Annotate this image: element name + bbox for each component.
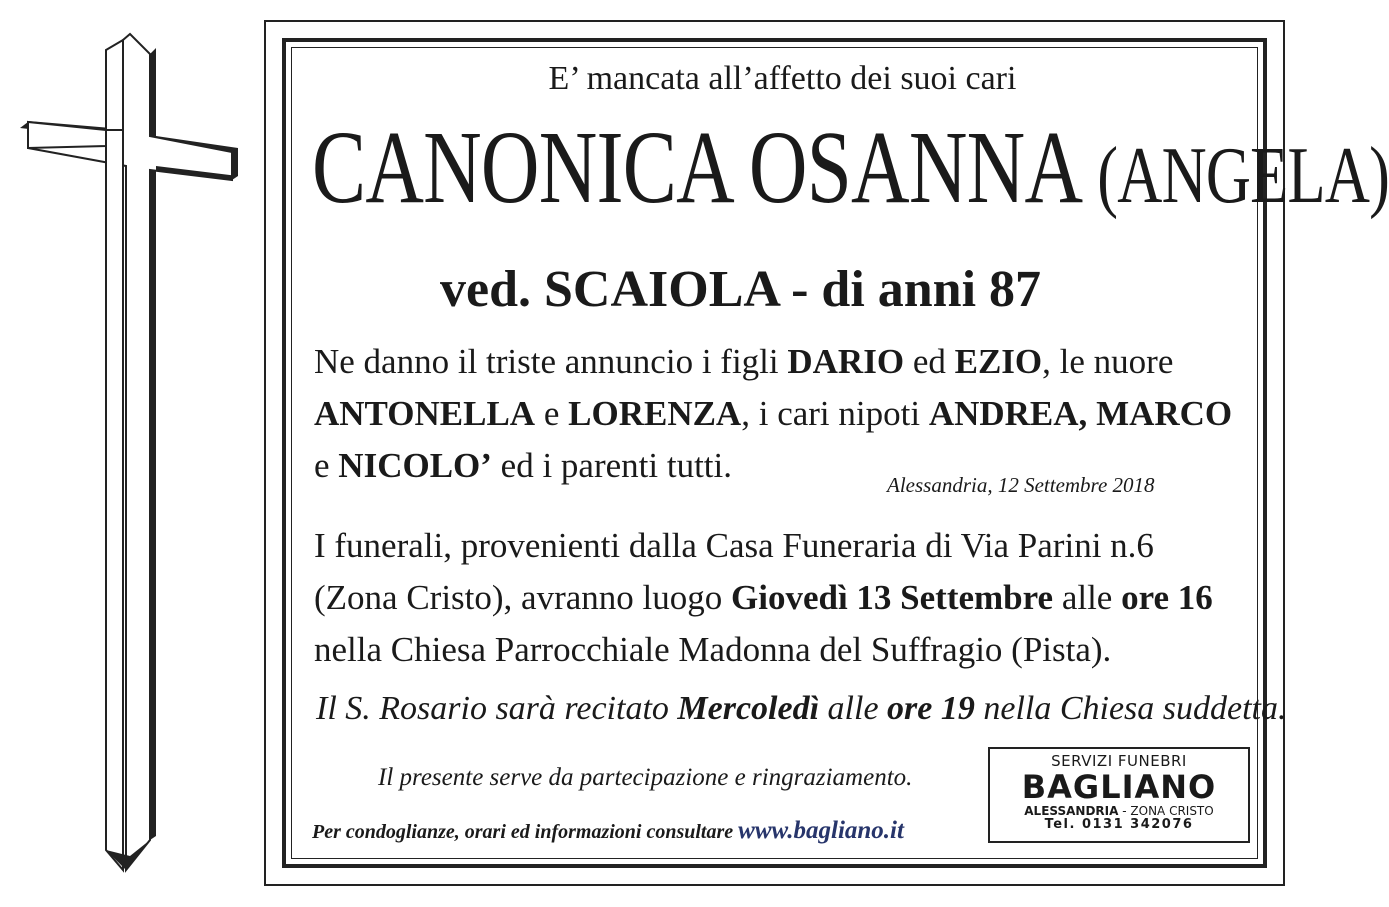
- rosary-text: Il S. Rosario sarà recitato Mercoledì alle ore 19 nella Chiesa suddetta.: [316, 690, 1287, 727]
- logo-phone: Tel. 0131 342076: [1044, 817, 1194, 832]
- subtitle: ved. SCAIOLA - di anni 87: [440, 261, 1042, 318]
- announce-line-2: ANTONELLA e LORENZA, i cari nipoti ANDREA, MARCO: [314, 394, 1233, 433]
- announce-line-3: e NICOLO’ ed i parenti tutti.: [314, 446, 732, 485]
- funeral-service-logo: [988, 747, 1250, 843]
- funeral-line-1: I funerali, provenienti dalla Casa Funeraria di Via Parini n.6: [314, 526, 1154, 565]
- condolences-text: Per condoglianze, orari ed informazioni consultare www.bagliano.it: [312, 817, 904, 844]
- website-link[interactable]: www.bagliano.it: [738, 817, 904, 844]
- alt-name: (ANGELA): [1097, 132, 1389, 220]
- funeral-line-3: nella Chiesa Parrocchiale Madonna del Suffragio (Pista).: [314, 630, 1112, 669]
- logo-address: ALESSANDRIA - ZONA CRISTO: [1024, 804, 1214, 818]
- funeral-line-2: (Zona Cristo), avranno luogo Giovedì 13 Settembre alle ore 16: [314, 578, 1213, 617]
- intro-text: E’ mancata all’affetto dei suoi cari: [548, 60, 1017, 97]
- announce-line-1: Ne danno il triste annuncio i figli DARIO ed EZIO, le nuore: [314, 342, 1174, 381]
- logo-brand: BAGLIANO: [1021, 768, 1217, 806]
- participation-text: Il presente serve da partecipazione e ringraziamento.: [378, 764, 913, 791]
- cross-icon: [20, 30, 250, 870]
- date-text: Alessandria, 12 Settembre 2018: [887, 473, 1155, 497]
- logo-line-1: SERVIZI FUNEBRI: [1051, 752, 1187, 770]
- deceased-name: CANONICA OSANNA (ANGELA): [312, 110, 1389, 225]
